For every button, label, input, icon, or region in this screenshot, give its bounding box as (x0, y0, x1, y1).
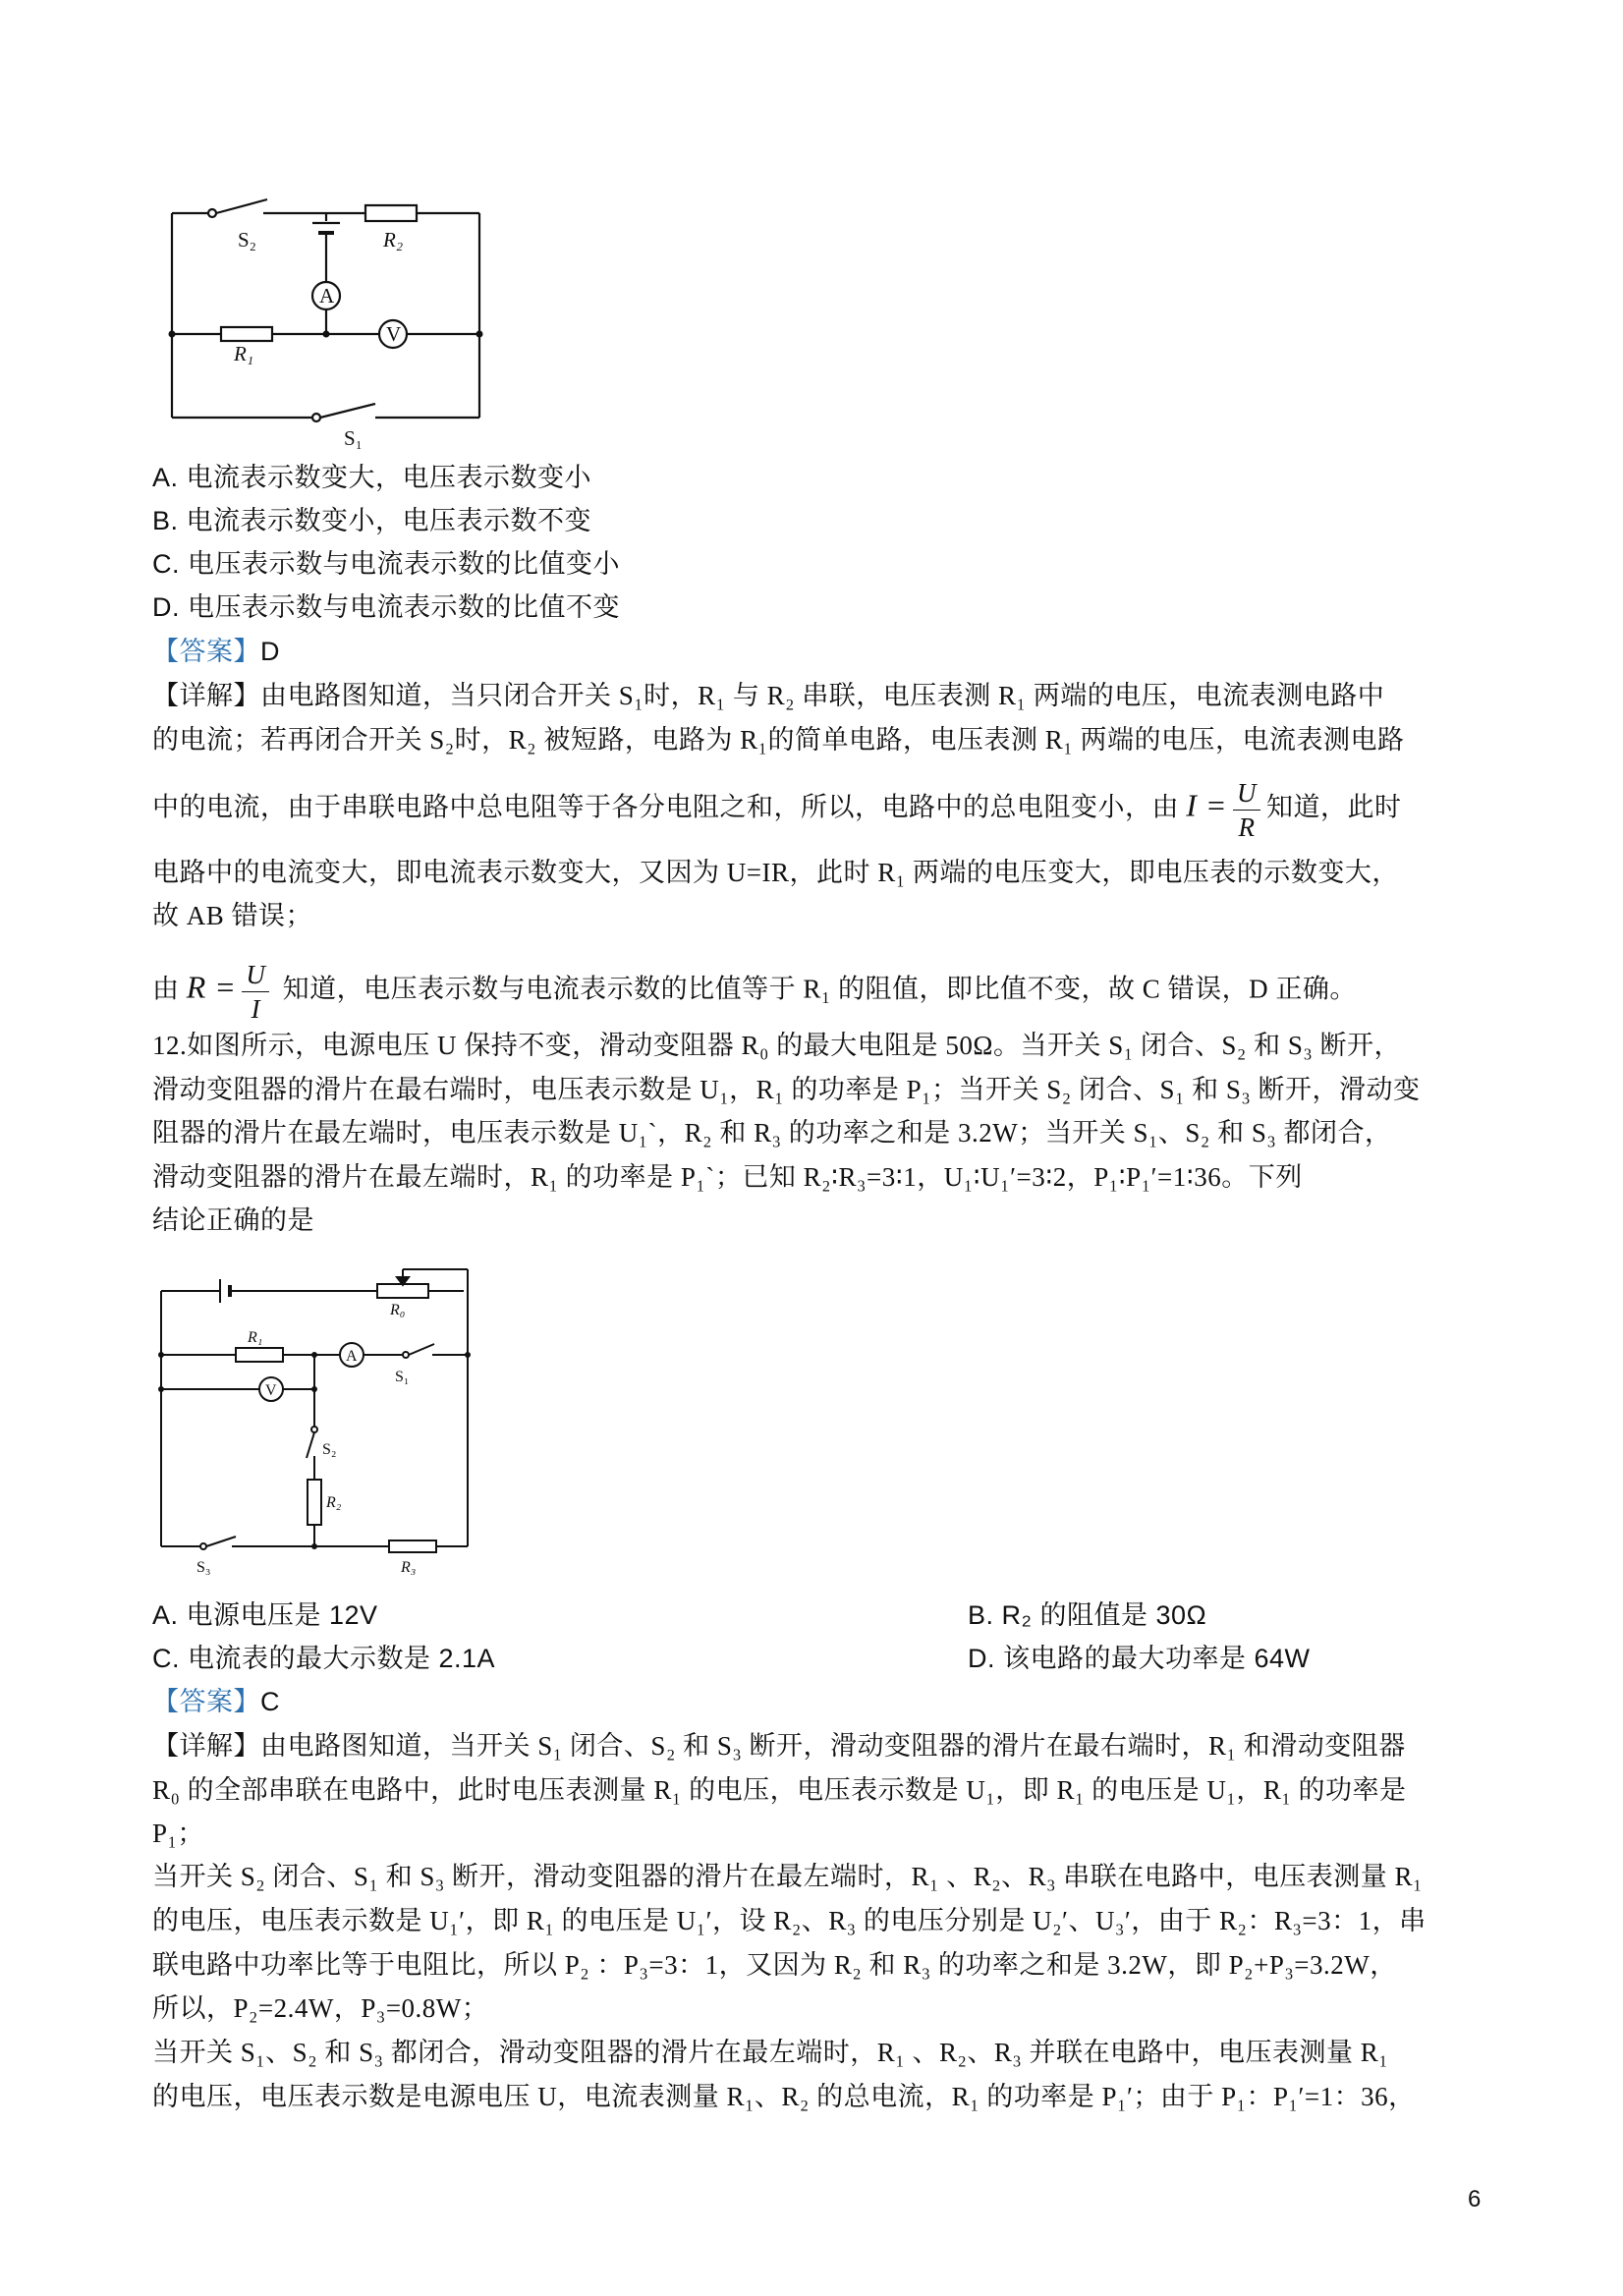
frac-num: U (1233, 776, 1260, 811)
r0-label: R₀ (390, 1302, 406, 1318)
s2-label: S₂ (322, 1441, 337, 1458)
r2-label: R₂ (383, 228, 404, 252)
frac-num: U (242, 958, 269, 992)
q12-detail-line-2: R₀ 的全部串联在电路中，此时电压表测量 R₁ 的电压，电压表示数是 U₁，即 R₁ 的电压是 U₁，R₁ 的功率是 (152, 1775, 1407, 1805)
q12-stem-line-4: 滑动变阻器的滑片在最左端时，R₁ 的功率是 P₁`；已知 R₂∶R₃=3∶1，U₁∶U₁′=3∶2，P₁∶P₁′=1∶36。下列 (152, 1162, 1303, 1192)
q12-detail-line-1 (152, 1726, 1498, 1765)
formula-fraction (1233, 776, 1260, 844)
r1-label: R₁ (234, 342, 254, 365)
q12-option-d: D. 该电路的最大功率是 64W (968, 1644, 1311, 1673)
q12-detail-line-6: 联电路中功率比等于电阻比，所以 P₂ ：P₃=3：1，又因为 R₂ 和 R₃ 的功率之和是 3.2W，即 P₂+P₃=3.2W， (152, 1950, 1397, 1980)
q12-option-row-2 (152, 1639, 1498, 1678)
q11-answer (152, 632, 1498, 671)
q12-stem-line-2: 滑动变阻器的滑片在最右端时，电压表示数是 U₁，R₁ 的功率是 P₁；当开关 S₂ 闭合、S₁ 和 S₃ 断开，滑动变 (152, 1075, 1421, 1104)
q11-detail-line-3 (152, 776, 1498, 844)
frac-den: I (251, 994, 261, 1024)
q12-answer (152, 1682, 1498, 1721)
r3-label: R₃ (401, 1559, 417, 1576)
q12-detail-line-7: 所以，P₂=2.4W，P₃=0.8W； (152, 1993, 489, 2023)
detail-tag: 【详解】 (152, 681, 260, 710)
q11-option-d: D. 电压表示数与电流表示数的比值不变 (152, 592, 621, 622)
formula-lhs: R = (186, 969, 237, 1005)
answer-value: D (260, 637, 280, 666)
answer-tag: 【答案】 (152, 1687, 260, 1716)
q12-detail-line-5: 的电压，电压表示数是 U₁′，即 R₁ 的电压是 U₁′，设 R₂、R₃ 的电压分别是 U₂′、U₃′，由于 R₂：R₃=3：1，串 (152, 1906, 1427, 1935)
detail-text: 中的电流，由于串联电路中总电阻等于各分电阻之和，所以，电路中的总电阻变小，由 (152, 792, 1179, 822)
ammeter-label: A (346, 1348, 358, 1365)
q12-option-a: A. 电源电压是 12V (152, 1600, 378, 1630)
q12-option-row-1 (152, 1596, 1498, 1635)
q11-detail-line-1 (152, 676, 1498, 715)
q11-detail-line-6 (152, 958, 1498, 1026)
q12-option-c: C. 电流表的最大示数是 2.1A (152, 1644, 496, 1673)
q12-option-b: B. R₂ 的阻值是 30Ω (968, 1600, 1207, 1630)
detail-text: 由电路图知道，当只闭合开关 S₁时，R₁ 与 R₂ 串联，电压表测 R₁ 两端的电压，电流表测电路中 (260, 681, 1385, 710)
formula-fraction (242, 958, 269, 1026)
answer-value: C (260, 1687, 280, 1716)
q12-detail-line-3: P₁； (152, 1819, 204, 1848)
q12-circuit-diagram (149, 1258, 483, 1587)
s1-label: S₁ (395, 1369, 410, 1385)
q12-detail-line-4: 当开关 S₂ 闭合、S₁ 和 S₃ 断开，滑动变阻器的滑片在最左端时，R₁ 、R₂、R₃ 串联在电路中，电压表测量 R₁ (152, 1862, 1423, 1891)
q11-detail-line-2: 的电流；若再闭合开关 S₂时，R₂ 被短路，电路为 R₁的简单电路，电压表测 R₁ 两端的电压，电流表测电路 (152, 725, 1405, 755)
s1-label: S₁ (344, 426, 364, 450)
frac-den: R (1238, 812, 1256, 842)
s3-label: S₃ (196, 1559, 211, 1576)
detail-tag: 【详解】 (152, 1731, 260, 1761)
q12-detail-line-8: 当开关 S₁、S₂ 和 S₃ 都闭合，滑动变阻器的滑片在最左端时，R₁ 、R₂、R₃ 并联在电路中，电压表测量 R₁ (152, 2038, 1389, 2067)
detail-text: 由电路图知道，当开关 S₁ 闭合、S₂ 和 S₃ 断开，滑动变阻器的滑片在最右端时，R₁ 和滑动变阻器 (260, 1731, 1406, 1761)
r2-label: R₂ (326, 1494, 342, 1511)
q11-detail-line-4: 电路中的电流变大，即电流表示数变大，又因为 U=IR，此时 R₁ 两端的电压变大，即电压表的示数变大， (152, 858, 1399, 887)
q11-option-b: B. 电流表示数变小，电压表示数不变 (152, 506, 592, 535)
voltmeter-label: V (265, 1382, 277, 1399)
formula-lhs: I = (1186, 787, 1227, 823)
q11-option-c: C. 电压表示数与电流表示数的比值变小 (152, 549, 621, 579)
q11-circuit-diagram (147, 192, 491, 457)
answer-tag: 【答案】 (152, 637, 260, 666)
detail-text: 知道，电压表示数与电流表示数的比值等于 R₁ 的阻值，即比值不变，故 C 错误，D 正确。 (282, 974, 1357, 1004)
q11-detail-line-5: 故 AB 错误； (152, 901, 313, 930)
q12-detail-line-9: 的电压，电压表示数是电源电压 U，电流表测量 R₁、R₂ 的总电流，R₁ 的功率是 P₁′；由于 P₁：P₁′=1：36， (152, 2082, 1416, 2111)
q12-stem-line-3: 阻器的滑片在最左端时，电压表示数是 U₁`，R₂ 和 R₃ 的功率之和是 3.2W；当开关 S₁、S₂ 和 S₃ 都闭合， (152, 1118, 1392, 1148)
q12-stem-line-5: 结论正确的是 (152, 1205, 314, 1235)
detail-text: 由 (152, 974, 180, 1004)
s2-label: S₂ (238, 228, 257, 252)
page-number: 6 (1468, 2186, 1482, 2212)
q12-stem-line-1: 12.如图所示，电源电压 U 保持不变，滑动变阻器 R₀ 的最大电阻是 50Ω。当开关 S₁ 闭合、S₂ 和 S₃ 断开， (152, 1031, 1402, 1060)
q11-option-a: A. 电流表示数变大，电压表示数变小 (152, 463, 592, 492)
voltmeter-label: V (386, 322, 402, 346)
r1-label: R₁ (248, 1329, 263, 1346)
ammeter-label: A (319, 284, 335, 308)
detail-text: 知道，此时 (1266, 792, 1402, 822)
